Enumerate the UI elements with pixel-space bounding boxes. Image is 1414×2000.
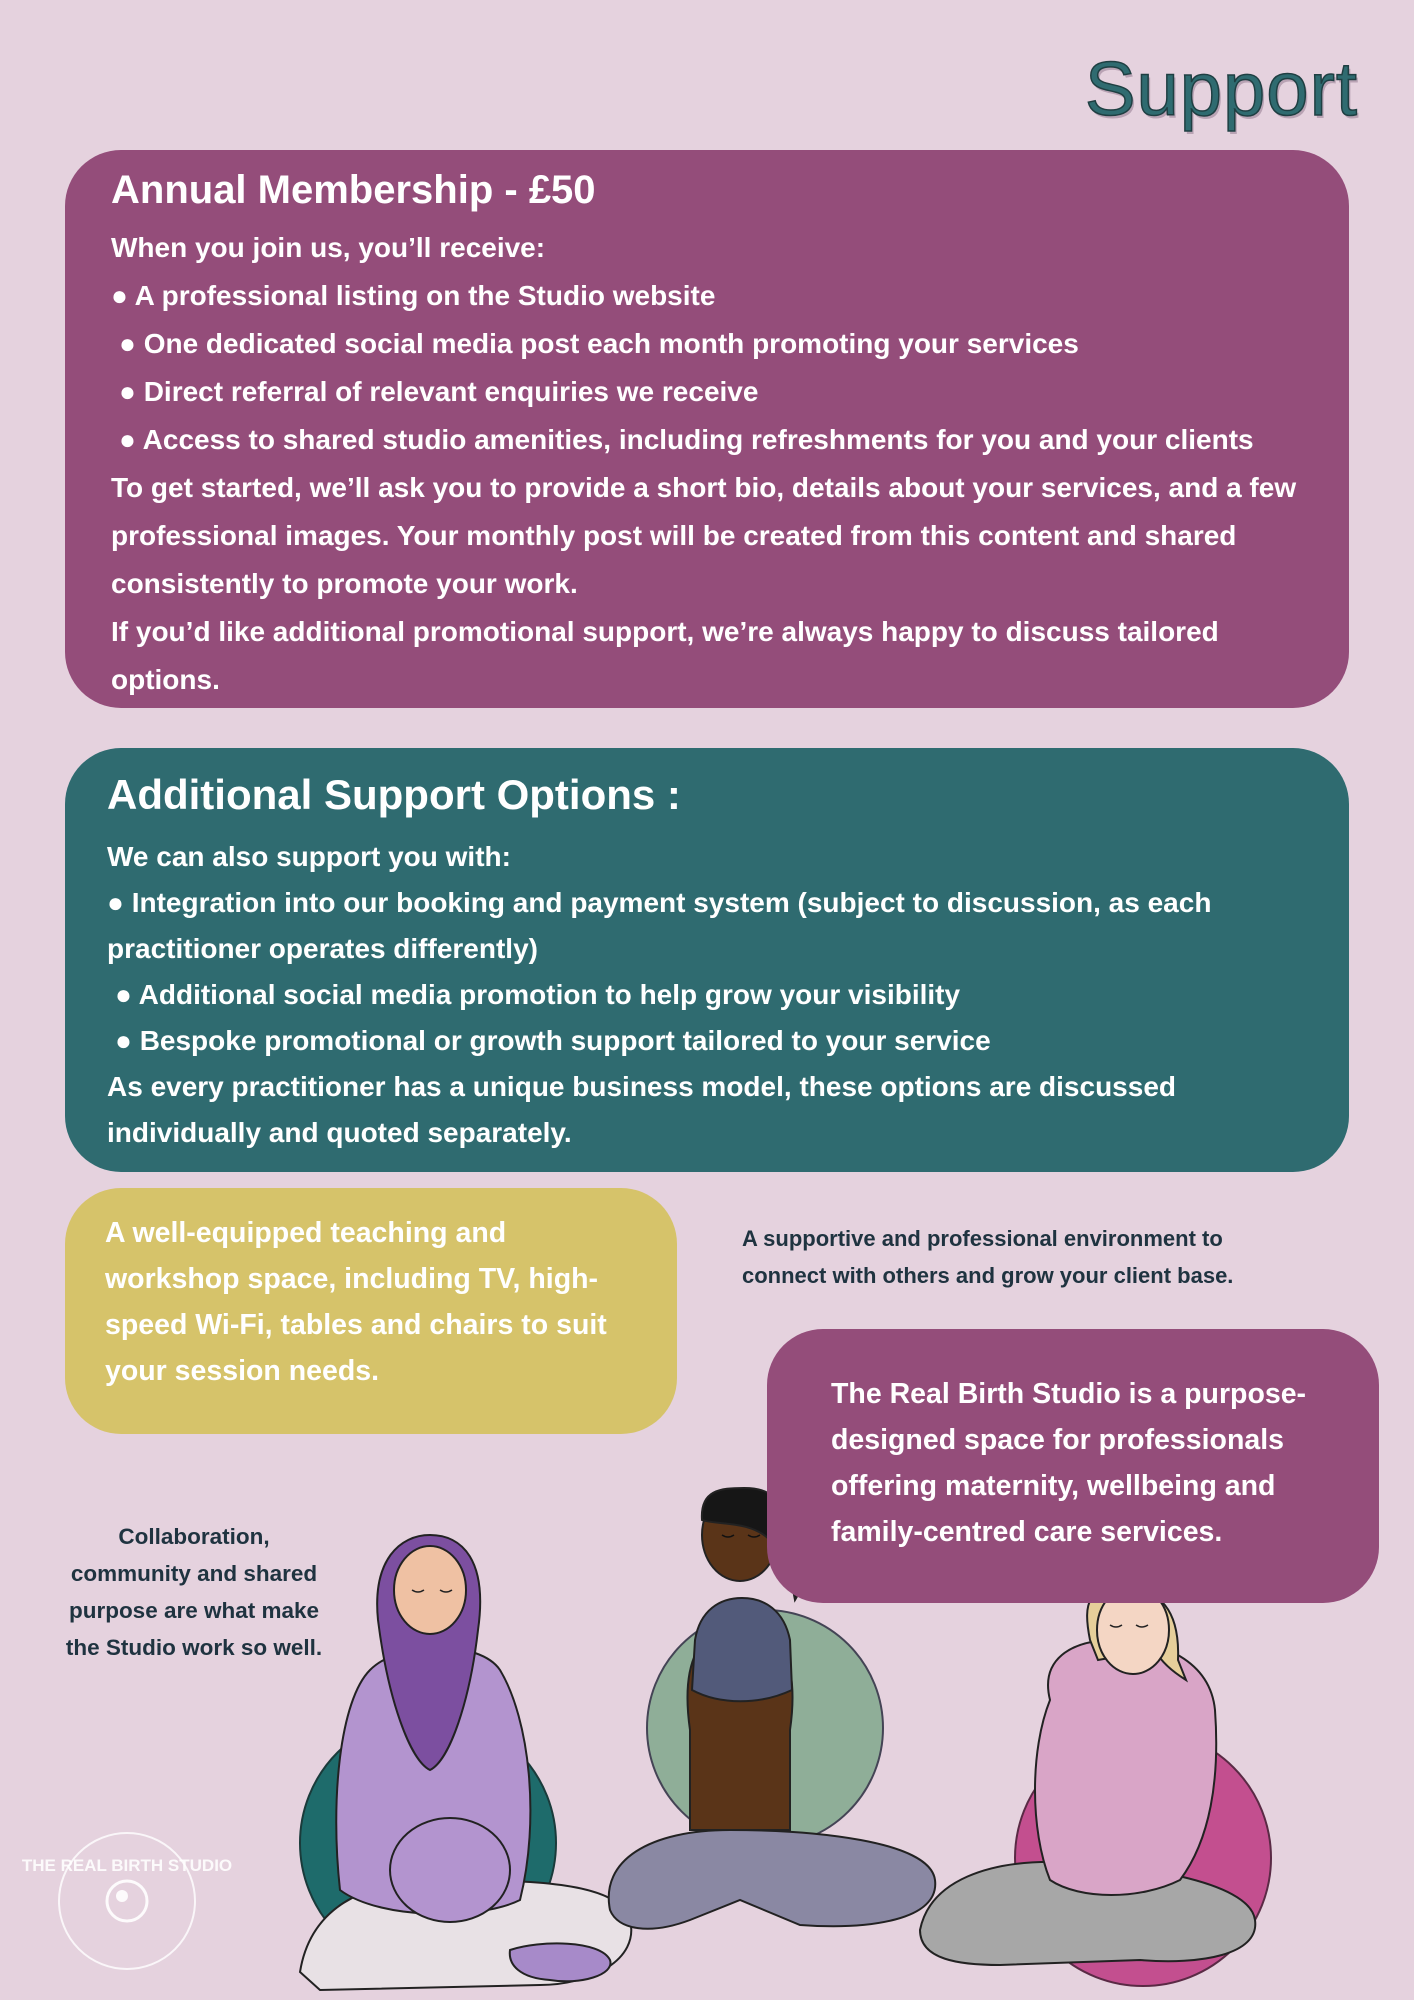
membership-bullet-amenities: ● Access to shared studio amenities, including refreshments for you and your clients xyxy=(119,424,1254,455)
space-description: A well-equipped teaching and workshop space, including TV, high-speed Wi-Fi, tables and chairs to suit your session needs. xyxy=(105,1217,607,1387)
woman-hijab xyxy=(300,1535,631,1990)
membership-additional-support: If you’d like additional promotional support, we’re always happy to discuss tailored options. xyxy=(111,616,1219,695)
membership-heading: Annual Membership - £50 xyxy=(111,168,596,212)
membership-intro: When you join us, you’ll receive: xyxy=(111,232,546,263)
logo-wordmark: THE REAL BIRTH STUDIO xyxy=(21,1856,233,1875)
membership-bullet-listing: ● A professional listing on the Studio website xyxy=(111,280,716,311)
studio-card xyxy=(767,1329,1379,1603)
membership-bullet-referral: ● Direct referral of relevant enquiries we receive xyxy=(119,376,759,407)
membership-card xyxy=(65,150,1349,708)
support-options-bullet-booking: ● Integration into our booking and payment system (subject to discussion, as each practitioner operates differently) xyxy=(107,887,1212,965)
support-options-heading: Additional Support Options : xyxy=(107,771,681,818)
woman-blonde xyxy=(920,1586,1255,1965)
support-options-bullet-social: ● Additional social media promotion to help grow your visibility xyxy=(115,979,961,1011)
support-options-note: As every practitioner has a unique business model, these options are discussed individually and quoted separately. xyxy=(107,1071,1177,1149)
studio-description: The Real Birth Studio is a purpose-designed space for professionals offering maternity, wellbeing and family-centred care services. xyxy=(831,1378,1307,1548)
collaboration-note: Collaboration, community and shared purpose are what make the Studio work so well. xyxy=(65,1524,323,1660)
page-title: Support xyxy=(1084,47,1358,132)
support-options-card xyxy=(65,748,1349,1172)
space-card xyxy=(65,1188,677,1434)
real-birth-studio-logo xyxy=(21,1826,233,1976)
membership-getting-started: To get started, we’ll ask you to provide a short bio, details about your services, and a few professional images. Your monthly post will be created from this content and shared consistently to promote your work. xyxy=(111,472,1297,599)
support-options-bullet-bespoke: ● Bespoke promotional or growth support tailored to your service xyxy=(115,1025,991,1057)
membership-bullet-social-post: ● One dedicated social media post each month promoting your services xyxy=(119,328,1079,359)
support-options-intro: We can also support you with: xyxy=(107,841,511,873)
environment-note: A supportive and professional environment to connect with others and grow your client base. xyxy=(742,1226,1234,1288)
